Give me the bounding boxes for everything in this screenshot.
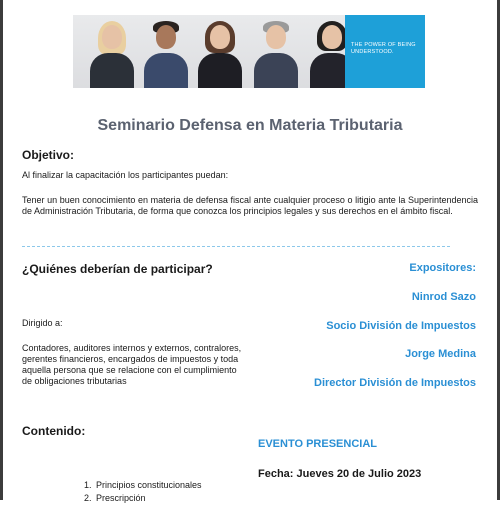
banner-person-photo: [87, 15, 137, 88]
header-banner: [73, 15, 425, 88]
participantes-heading: ¿Quiénes deberían de participar?: [22, 262, 213, 276]
page-title: Seminario Defensa en Materia Tributaria: [97, 117, 403, 134]
objetivo-intro: Al finalizar la capacitación los participantes puedan:: [22, 170, 229, 180]
banner-tagline-panel: [345, 15, 425, 88]
banner-person-photo: [195, 15, 245, 88]
speaker-role: Director División de Impuestos: [314, 377, 476, 389]
speaker-name: Jorge Medina: [405, 348, 476, 360]
contenido-heading: Contenido:: [22, 424, 86, 438]
dirigido-label: Dirigido a:: [22, 318, 63, 328]
list-item: 1. Principios constitucionales: [94, 479, 202, 492]
audience-text: Contadores, auditores internos y externos, contralores, gerentes financieros, encargados de impuestos y toda aquella persona que se relacione con el cumplimiento de obligaciones tributarias: [22, 343, 242, 386]
page-border-left: [0, 0, 3, 500]
section-divider: [22, 246, 450, 247]
list-item: 2. Prescripción: [94, 492, 202, 505]
speaker-role: Socio División de Impuestos: [326, 320, 476, 332]
content-topics-list: [80, 479, 202, 505]
banner-tagline: THE POWER OF BEING UNDERSTOOD.: [351, 42, 416, 55]
objetivo-heading: Objetivo:: [22, 148, 75, 162]
banner-person-photo: [251, 15, 301, 88]
speaker-name: Ninrod Sazo: [411, 291, 476, 303]
event-date: Fecha: Jueves 20 de Julio 2023: [258, 468, 422, 480]
event-type: EVENTO PRESENCIAL: [258, 438, 377, 450]
expositores-heading: Expositores:: [409, 262, 476, 274]
banner-person-photo: [141, 15, 191, 88]
objetivo-body: Tener un buen conocimiento en materia de defensa fiscal ante cualquier proceso o litigio ante la Superintendencia de Administración Tributaria, de forma que conozca los principios legales y sus derechos en el ámbito fiscal.: [22, 195, 478, 216]
